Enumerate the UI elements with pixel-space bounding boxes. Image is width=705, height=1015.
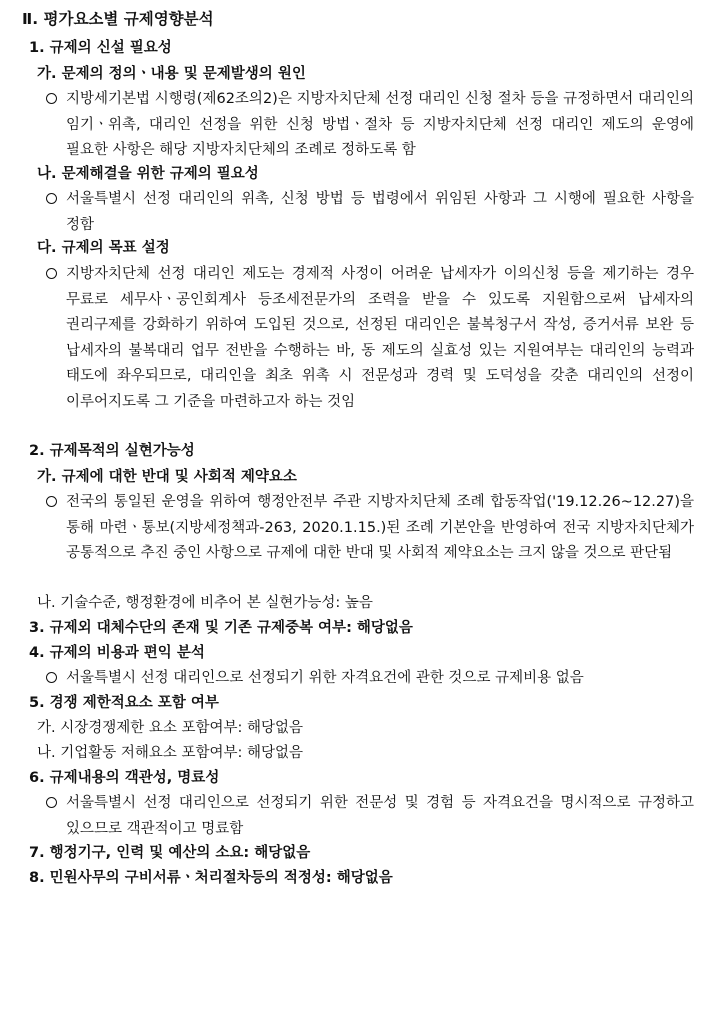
item-5-ga: 가. 시장경쟁제한 요소 포함여부: 해당없음 <box>37 720 304 736</box>
heading-2: 2. 규제목적의 실현가능성 <box>29 443 195 459</box>
paragraph-2-ga: 전국의 통일된 운영을 위하여 행정안전부 주관 지방자치단체 조례 합동작업('19.12.26~12.27)을 통해 마련ㆍ통보(지방세정책과-263, 2020.1.15.)된 조례 기본안을 반영하여 전국 지방자치단체가 공통적으로 추진 중인 사항으로 규제에 대한 반대 및 사회적 제약요소는 크지 않을 것으로 판단됨 <box>66 494 694 561</box>
circle-bullet-icon <box>46 193 57 204</box>
circle-bullet-icon <box>46 672 57 683</box>
heading-7: 7. 행정기구, 인력 및 예산의 소요: 해당없음 <box>29 845 311 861</box>
item-5-na: 나. 기업활동 저해요소 포함여부: 해당없음 <box>37 745 304 761</box>
circle-bullet-icon <box>46 496 57 507</box>
heading-5: 5. 경쟁 제한적요소 포함 여부 <box>29 695 219 711</box>
paragraph-1-na: 서울특별시 선정 대리인의 위촉, 신청 방법 등 법령에서 위임된 사항과 그 시행에 필요한 사항을 정함 <box>66 191 694 233</box>
heading-6: 6. 규제내용의 객관성, 명료성 <box>29 770 220 786</box>
heading-3: 3. 규제외 대체수단의 존재 및 기존 규제중복 여부: 해당없음 <box>29 620 413 636</box>
heading-1: 1. 규제의 신설 필요성 <box>29 40 172 56</box>
heading-1-ga: 가. 문제의 정의ㆍ내용 및 문제발생의 원인 <box>37 66 306 82</box>
heading-2-ga: 가. 규제에 대한 반대 및 사회적 제약요소 <box>37 469 297 485</box>
item-2-na: 나. 기술수준, 행정환경에 비추어 본 실현가능성: 높음 <box>37 595 373 611</box>
paragraph-1-da: 지방자치단체 선정 대리인 제도는 경제적 사정이 어려운 납세자가 이의신청 등을 제기하는 경우 무료로 세무사ㆍ공인회계사 등조세전문가의 조력을 받을 수 있도록 지원함으로써 납세자의 권리구제를 강화하기 위하여 도입된 것으로, 선정된 대리인은 불복청구서 작성, 증거서류 보완 등 납세자의 불복대리 업무 전반을 수행하는 바, 동 제도의 실효성 있는 지원여부는 대리인의 능력과 태도에 좌우되므로, 대리인을 최초 위촉 시 전문성과 경력 및 도덕성을 갖춘 대리인의 선정이 이루어지도록 그 기준을 마련하고자 하는 것임 <box>66 266 694 410</box>
circle-bullet-icon <box>46 797 57 808</box>
circle-bullet-icon <box>46 93 57 104</box>
paragraph-4: 서울특별시 선정 대리인으로 선정되기 위한 자격요건에 관한 것으로 규제비용 없음 <box>66 670 584 686</box>
paragraph-1-ga: 지방세기본법 시행령(제62조의2)은 지방자치단체 선정 대리인 신청 절차 등을 규정하면서 대리인의 임기ㆍ위촉, 대리인 선정을 위한 신청 방법ㆍ절차 등 지방자치단체 선정 대리인 제도의 운영에 필요한 사항은 해당 지방자치단체의 조례로 정하도록 함 <box>66 91 694 158</box>
paragraph-6: 서울특별시 선정 대리인으로 선정되기 위한 전문성 및 경험 등 자격요건을 명시적으로 규정하고 있으므로 객관적이고 명료함 <box>66 795 694 837</box>
heading-4: 4. 규제의 비용과 편익 분석 <box>29 645 205 661</box>
section-title: Ⅱ. 평가요소별 규제영향분석 <box>22 10 214 28</box>
heading-1-na: 나. 문제해결을 위한 규제의 필요성 <box>37 166 259 182</box>
heading-1-da: 다. 규제의 목표 설정 <box>37 240 170 256</box>
heading-8: 8. 민원사무의 구비서류ㆍ처리절차등의 적정성: 해당없음 <box>29 870 393 886</box>
circle-bullet-icon <box>46 268 57 279</box>
